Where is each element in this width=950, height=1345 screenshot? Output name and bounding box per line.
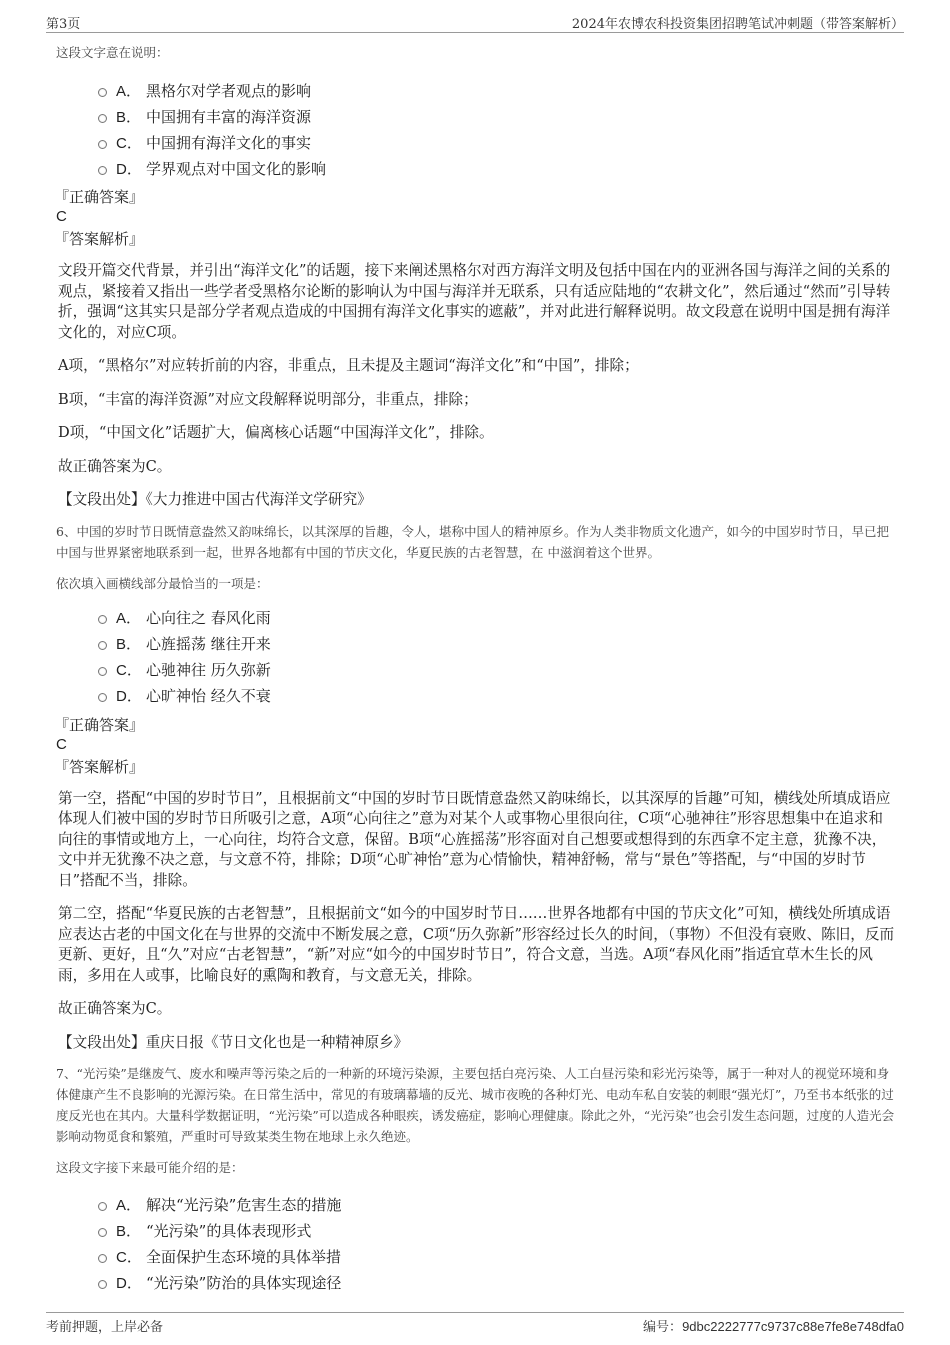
q7-option-c[interactable]: C． 全面保护生态环境的具体举措	[98, 1243, 896, 1269]
radio-icon[interactable]	[98, 615, 107, 624]
code-label: 编号：	[643, 1320, 683, 1335]
q7-option-b[interactable]: B． “光污染”的具体表现形式	[98, 1217, 896, 1243]
document-code	[643, 1316, 904, 1335]
q7-prompt: 这段文字接下来最可能介绍的是：	[56, 1160, 244, 1175]
radio-icon[interactable]	[98, 1202, 107, 1211]
code-value: 9dbc2222777c9737c88e7fe8e748dfa0	[682, 1319, 904, 1334]
q6-source: 【文段出处】重庆日报《节日文化也是一种精神原乡》	[58, 1033, 409, 1051]
q5-answer: C	[56, 208, 67, 225]
radio-icon[interactable]	[98, 667, 107, 676]
page-header	[46, 10, 904, 33]
page-footer	[46, 1312, 904, 1335]
q5-analysis-d: D项，“中国文化”话题扩大，偏离核心话题“中国海洋文化”，排除。	[58, 424, 494, 441]
q6-conclusion: 故正确答案为C。	[58, 1000, 172, 1017]
q5-analysis-paragraph: 文段开篇交代背景，并引出“海洋文化”的话题，接下来阐述黑格尔对西方海洋文明及包括中国在内的亚洲各国与海洋之间的关系的观点，紧接着又指出一些学者受黑格尔论断的影响认为中国与海洋并无联系，只有适应陆地的“农耕文化”，然后通过“然而”引导转折，强调“这其实只是部分学者观点造成的中国拥有海洋文化事实的遮蔽”，并对此进行解释说明。故文段意在说明中国是拥有海洋文化的，对应C项。	[58, 262, 891, 341]
q5-option-a[interactable]: A． 黑格尔对学者观点的影响	[98, 77, 896, 103]
q5-option-b[interactable]: B． 中国拥有丰富的海洋资源	[98, 103, 896, 129]
q7-option-d[interactable]: D． “光污染”防治的具体实现途径	[98, 1269, 896, 1295]
q6-option-c[interactable]: C． 心驰神往 历久弥新	[98, 657, 896, 683]
page-number: 第3页	[46, 17, 81, 32]
radio-icon[interactable]	[98, 1254, 107, 1263]
radio-icon[interactable]	[98, 1280, 107, 1289]
q6-answer-label: 『正确答案』	[54, 715, 145, 734]
q5-option-c[interactable]: C． 中国拥有海洋文化的事实	[98, 129, 896, 155]
q7-option-a[interactable]: A． 解决“光污染”危害生态的措施	[98, 1191, 896, 1217]
q5-option-d[interactable]: D． 学界观点对中国文化的影响	[98, 155, 896, 181]
q6-prompt: 依次填入画横线部分最恰当的一项是：	[56, 575, 269, 591]
q6-analysis-second-blank: 第二空，搭配“华夏民族的古老智慧”，且根据前文“如今的中国岁时节日……世界各地都有中国的节庆文化”可知，横线处所填成语应表达古老的中国文化在与世界的交流中不断发展之意，C项“历久弥新”形容经过长久的时间，（事物）不但没有衰败、陈旧，反而更新、更好，且“久”对应“古老智慧”，“新”对应“如今的中国岁时节日”，符合文意，当选。A项“春风化雨”指适宜草木生长的风雨，多用在人或事，比喻良好的熏陶和教育，与文意无关，排除。	[58, 905, 895, 984]
q6-answer: C	[56, 735, 67, 753]
document-body	[56, 44, 896, 1295]
radio-icon[interactable]	[98, 140, 107, 149]
q6-option-b[interactable]: B． 心旌摇荡 继往开来	[98, 631, 896, 657]
q6-analysis-first-blank: 第一空，搭配“中国的岁时节日”，且根据前文“中国的岁时节日既情意盎然又韵味绵长，以其深厚的旨趣”可知，横线处所填成语应体现人们被中国的岁时节日所吸引之意，A项“心向往之”意为对某个人或事物心里很向往，C项“心驰神往”形容思想集中在追求和向往的事情或地方上，一心向往，均符合文意，保留。B项“心旌摇荡”形容面对自己想要或想得到的东西拿不定主意，犹豫不决，文中并无犹豫不决之意，与文意不符，排除；D项“心旷神怡”意为心情愉快，精神舒畅，常与“景色”等搭配，与“中国的岁时节日”搭配不当，排除。	[58, 789, 891, 889]
q6-option-a[interactable]: A． 心向往之 春风化雨	[98, 605, 896, 631]
q5-source: 【文段出处】《大力推进中国古代海洋文学研究》	[58, 491, 372, 508]
radio-icon[interactable]	[98, 88, 107, 97]
radio-icon[interactable]	[98, 693, 107, 702]
q5-prompt: 这段文字意在说明：	[56, 45, 169, 60]
footer-slogan: 考前押题，上岸必备	[46, 1320, 164, 1335]
radio-icon[interactable]	[98, 1228, 107, 1237]
document-title: 2024年农博农科投资集团招聘笔试冲刺题（带答案解析）	[571, 17, 904, 32]
radio-icon[interactable]	[98, 114, 107, 123]
radio-icon[interactable]	[98, 641, 107, 650]
q5-analysis-a: A项，“黑格尔”对应转折前的内容，非重点，且未提及主题词“海洋文化”和“中国”，排除；	[58, 357, 639, 374]
q5-conclusion: 故正确答案为C。	[58, 457, 172, 475]
q5-analysis-label: 『答案解析』	[54, 230, 145, 248]
q5-analysis-b: B项，“丰富的海洋资源”对应文段解释说明部分，非重点，排除；	[58, 390, 478, 408]
q5-options	[98, 77, 896, 181]
q6-option-d[interactable]: D． 心旷神怡 经久不衰	[98, 683, 896, 709]
q6-options	[98, 605, 896, 709]
radio-icon[interactable]	[98, 166, 107, 175]
q6-analysis-label: 『答案解析』	[54, 757, 145, 776]
q7-stem: 7、“光污染”是继废气、废水和噪声等污染之后的一种新的环境污染源，主要包括白亮污染、人工白昼污染和彩光污染等，属于一种对人的视觉环境和身体健康产生不良影响的光源污染。在日常生活中，常见的有玻璃幕墙的反光、城市夜晚的各种灯光、电动车私自安装的刺眼“强光灯”，乃至书本纸张的过度反光也在其内。大量科学数据证明，“光污染”可以造成各种眼疾，诱发癌症，影响心理健康。除此之外，“光污染”也会引发生态问题，过度的人造光会影响动物觅食和繁殖，严重时可导致某类生物在地球上永久绝迹。	[56, 1066, 895, 1144]
q7-options	[98, 1191, 896, 1295]
q6-stem: 6、中国的岁时节日既情意盎然又韵味绵长，以其深厚的旨趣，令人，堪称中国人的精神原乡。作为人类非物质文化遗产，如今的中国岁时节日，早已把中国与世界紧密地联系到一起，世界各地都有中国的节庆文化，华夏民族的古老智慧，在 中滋润着这个世界。	[56, 523, 889, 560]
q5-answer-label: 『正确答案』	[54, 188, 145, 206]
